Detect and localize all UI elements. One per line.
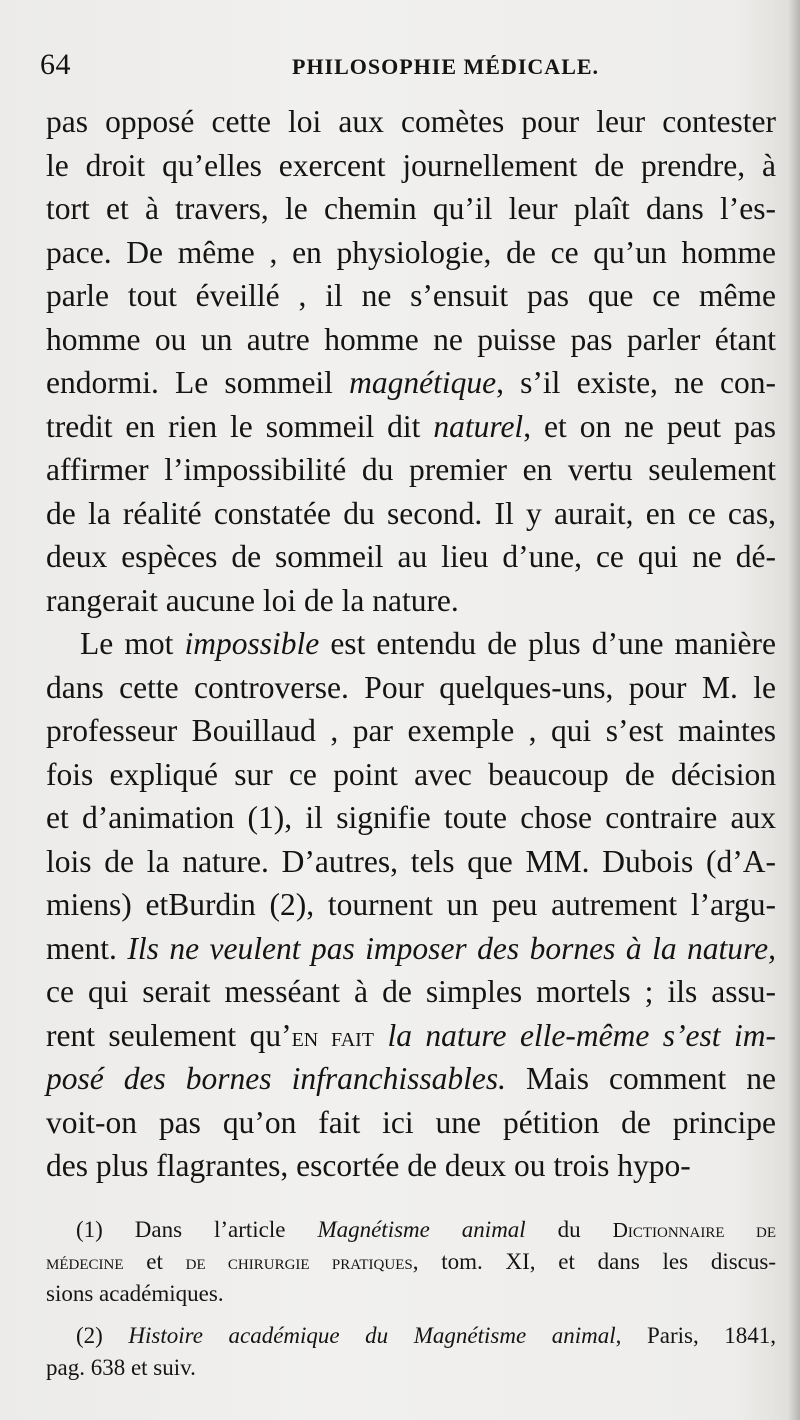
body-line: voit-on pas qu’on fait ici une pétition de principe — [46, 1104, 776, 1140]
footnote-line: (1) Dans l’article Magnétisme animal du Dictionnaire de — [76, 1217, 777, 1242]
body-line: miens) etBurdin (2), tournent un peu autrement l’argu- — [46, 887, 776, 922]
body-line: tort et à travers, le chemin qu’il leur plaît dans l’es- — [46, 191, 776, 226]
body-line: des plus flagrantes, escortée de deux ou trois hypo- — [46, 1148, 691, 1183]
body-line: affirmer l’impossibilité du premier en vertu seulement — [46, 452, 776, 487]
running-head: PHILOSOPHIE MÉDICALE. — [292, 54, 600, 79]
body-line: tredit en rien le sommeil dit naturel, et on ne peut pas — [46, 408, 776, 444]
body-line: le droit qu’elles exercent journellement de prendre, à — [46, 147, 776, 183]
page-edge-shadow — [788, 0, 800, 1420]
body-text — [46, 100, 776, 1188]
footnote-line: pag. 638 et suiv. — [46, 1355, 196, 1380]
body-line: posé des bornes infranchissables. Mais comment ne — [46, 1061, 776, 1096]
body-line: de la réalité constatée du second. Il y aurait, en ce cas, — [46, 495, 776, 531]
body-line: endormi. Le sommeil magnétique, s’il existe, ne con- — [46, 365, 776, 400]
footnote-line: sions académiques. — [46, 1281, 224, 1306]
body-line: rangerait aucune loi de la nature. — [46, 582, 459, 618]
body-line: et d’animation (1), il signifie toute chose contraire aux — [46, 800, 776, 835]
body-line: parle tout éveillé , il ne s’ensuit pas que ce même — [46, 278, 776, 313]
page-number: 64 — [40, 48, 71, 81]
body-line: ment. Ils ne veulent pas imposer des bornes à la nature, — [46, 930, 776, 966]
footnote-line: médecine et de chirurgie pratiques, tom. XI, et dans les discus- — [46, 1249, 776, 1274]
body-line: homme ou un autre homme ne puisse pas parler étant — [46, 321, 776, 357]
body-line: professeur Bouillaud , par exemple , qui s’est maintes — [46, 713, 776, 748]
body-line: pace. De même , en physiologie, de ce qu’un homme — [46, 234, 776, 270]
body-line: Le mot impossible est entendu de plus d’une manière — [80, 626, 776, 661]
footnote-gap — [46, 1310, 776, 1320]
body-line: rent seulement qu’en fait la nature elle-même s’est im- — [46, 1017, 776, 1053]
body-line: lois de la nature. D’autres, tels que MM. Dubois (d’A- — [46, 843, 776, 879]
body-line: dans cette controverse. Pour quelques-uns, pour M. le — [46, 669, 776, 705]
footnotes — [46, 1214, 776, 1384]
body-line: fois expliqué sur ce point avec beaucoup de décision — [46, 756, 776, 792]
page-header — [40, 48, 780, 88]
footnote-line: (2) Histoire académique du Magnétisme animal, Paris, 1841, — [76, 1323, 776, 1348]
body-line: deux espèces de sommeil au lieu d’une, ce qui ne dé- — [46, 539, 776, 574]
body-line: ce qui serait messéant à de simples mortels ; ils assu- — [46, 974, 776, 1009]
body-line: pas opposé cette loi aux comètes pour leur contester — [46, 104, 776, 139]
